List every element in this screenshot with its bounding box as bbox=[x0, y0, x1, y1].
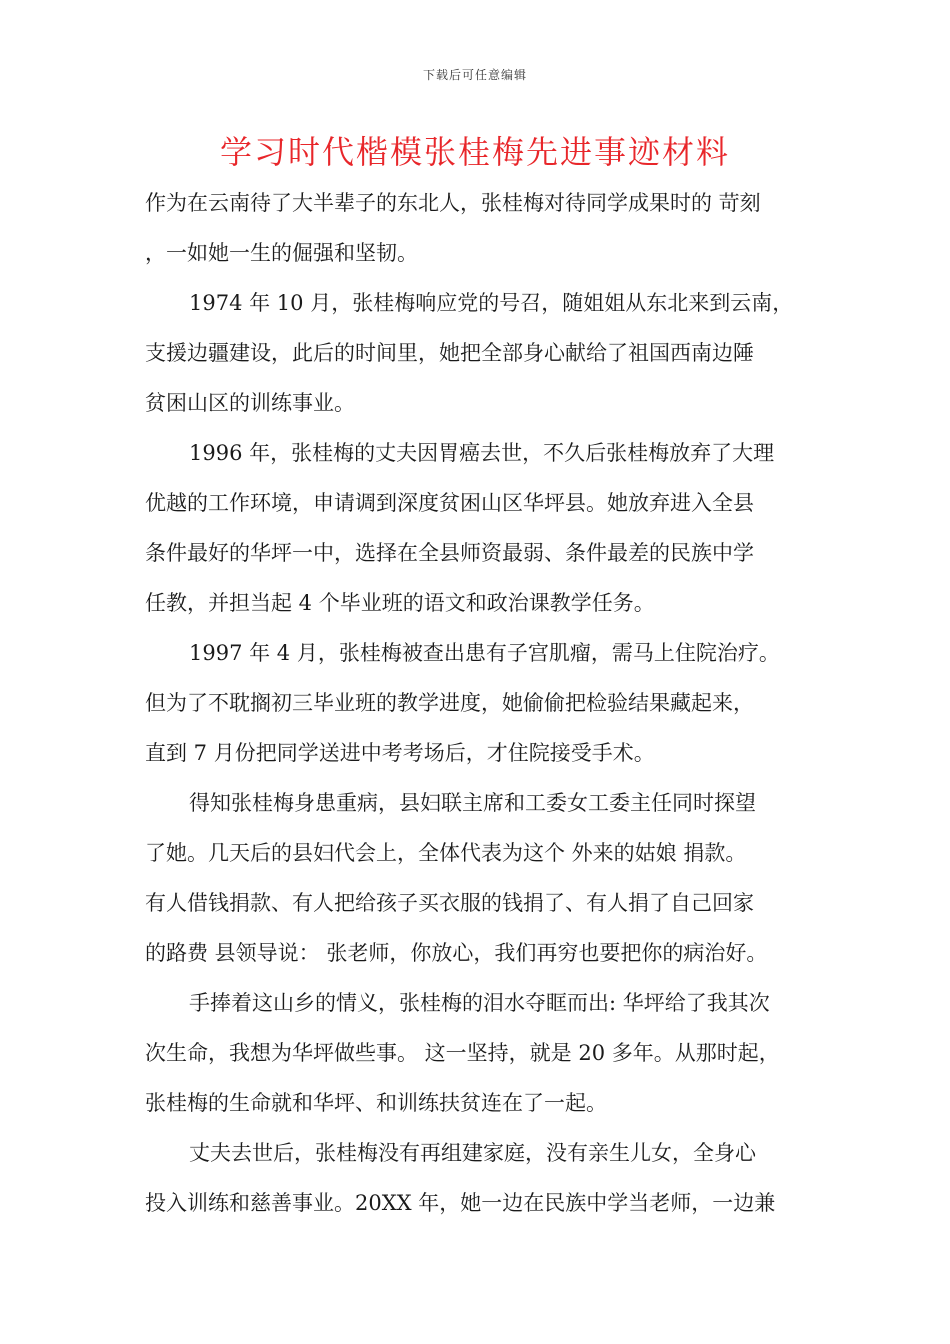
body-line: 优越的工作环境，申请调到深度贫困山区华坪县。她放弃进入全县 bbox=[145, 491, 754, 515]
paragraph-first-line: 1997 年 4 月，张桂梅被查出患有子宫肌瘤，需马上住院治疗。 bbox=[189, 641, 780, 665]
paragraph-first-line: 得知张桂梅身患重病，县妇联主席和工委女工委主任同时探望 bbox=[189, 791, 756, 815]
body-line: 支援边疆建设，此后的时间里，她把全部身心献给了祖国西南边陲 bbox=[145, 341, 754, 365]
body-line: 作为在云南待了大半辈子的东北人，张桂梅对待同学成果时的 苛刻 bbox=[145, 191, 761, 215]
paragraph-first-line: 1974 年 10 月，张桂梅响应党的号召，随姐姐从东北来到云南， bbox=[189, 291, 794, 315]
body-line: 了她。几天后的县妇代会上，全体代表为这个 外来的姑娘 捐款。 bbox=[145, 841, 747, 865]
paragraph-first-line: 手捧着这山乡的情义，张桂梅的泪水夺眶而出: 华坪给了我其次 bbox=[189, 991, 770, 1015]
body-line: ，一如她一生的倔强和坚韧。 bbox=[145, 241, 418, 265]
paragraph-first-line: 1996 年，张桂梅的丈夫因胃癌去世，不久后张桂梅放弃了大理 bbox=[189, 441, 775, 465]
body-line: 但为了不耽搁初三毕业班的教学进度，她偷偷把检验结果藏起来， bbox=[145, 691, 754, 715]
body-line: 直到 7 月份把同学送进中考考场后，才住院接受手术。 bbox=[145, 741, 655, 765]
body-line: 任教，并担当起 4 个毕业班的语文和政治课教学任务。 bbox=[145, 591, 655, 615]
document-body bbox=[145, 178, 817, 1228]
header-note: 下载后可任意编辑 bbox=[422, 68, 527, 82]
body-line: 贫困山区的训练事业。 bbox=[145, 391, 355, 415]
paragraph-first-line: 丈夫去世后，张桂梅没有再组建家庭，没有亲生儿女，全身心 bbox=[189, 1141, 756, 1165]
body-line: 投入训练和慈善事业。20XX 年，她一边在民族中学当老师，一边兼 bbox=[145, 1191, 776, 1215]
body-line: 张桂梅的生命就和华坪、和训练扶贫连在了一起。 bbox=[145, 1091, 607, 1115]
body-line: 有人借钱捐款、有人把给孩子买衣服的钱捐了、有人捐了自己回家 bbox=[145, 891, 754, 915]
document-title: 学习时代楷模张桂梅先进事迹材料 bbox=[219, 133, 730, 171]
body-line: 的路费 县领导说： 张老师，你放心，我们再穷也要把你的病治好。 bbox=[145, 941, 768, 965]
body-line: 条件最好的华坪一中，选择在全县师资最弱、条件最差的民族中学 bbox=[145, 541, 754, 565]
body-line: 次生命，我想为华坪做些事。 这一坚持，就是 20 多年。从那时起， bbox=[145, 1041, 780, 1065]
